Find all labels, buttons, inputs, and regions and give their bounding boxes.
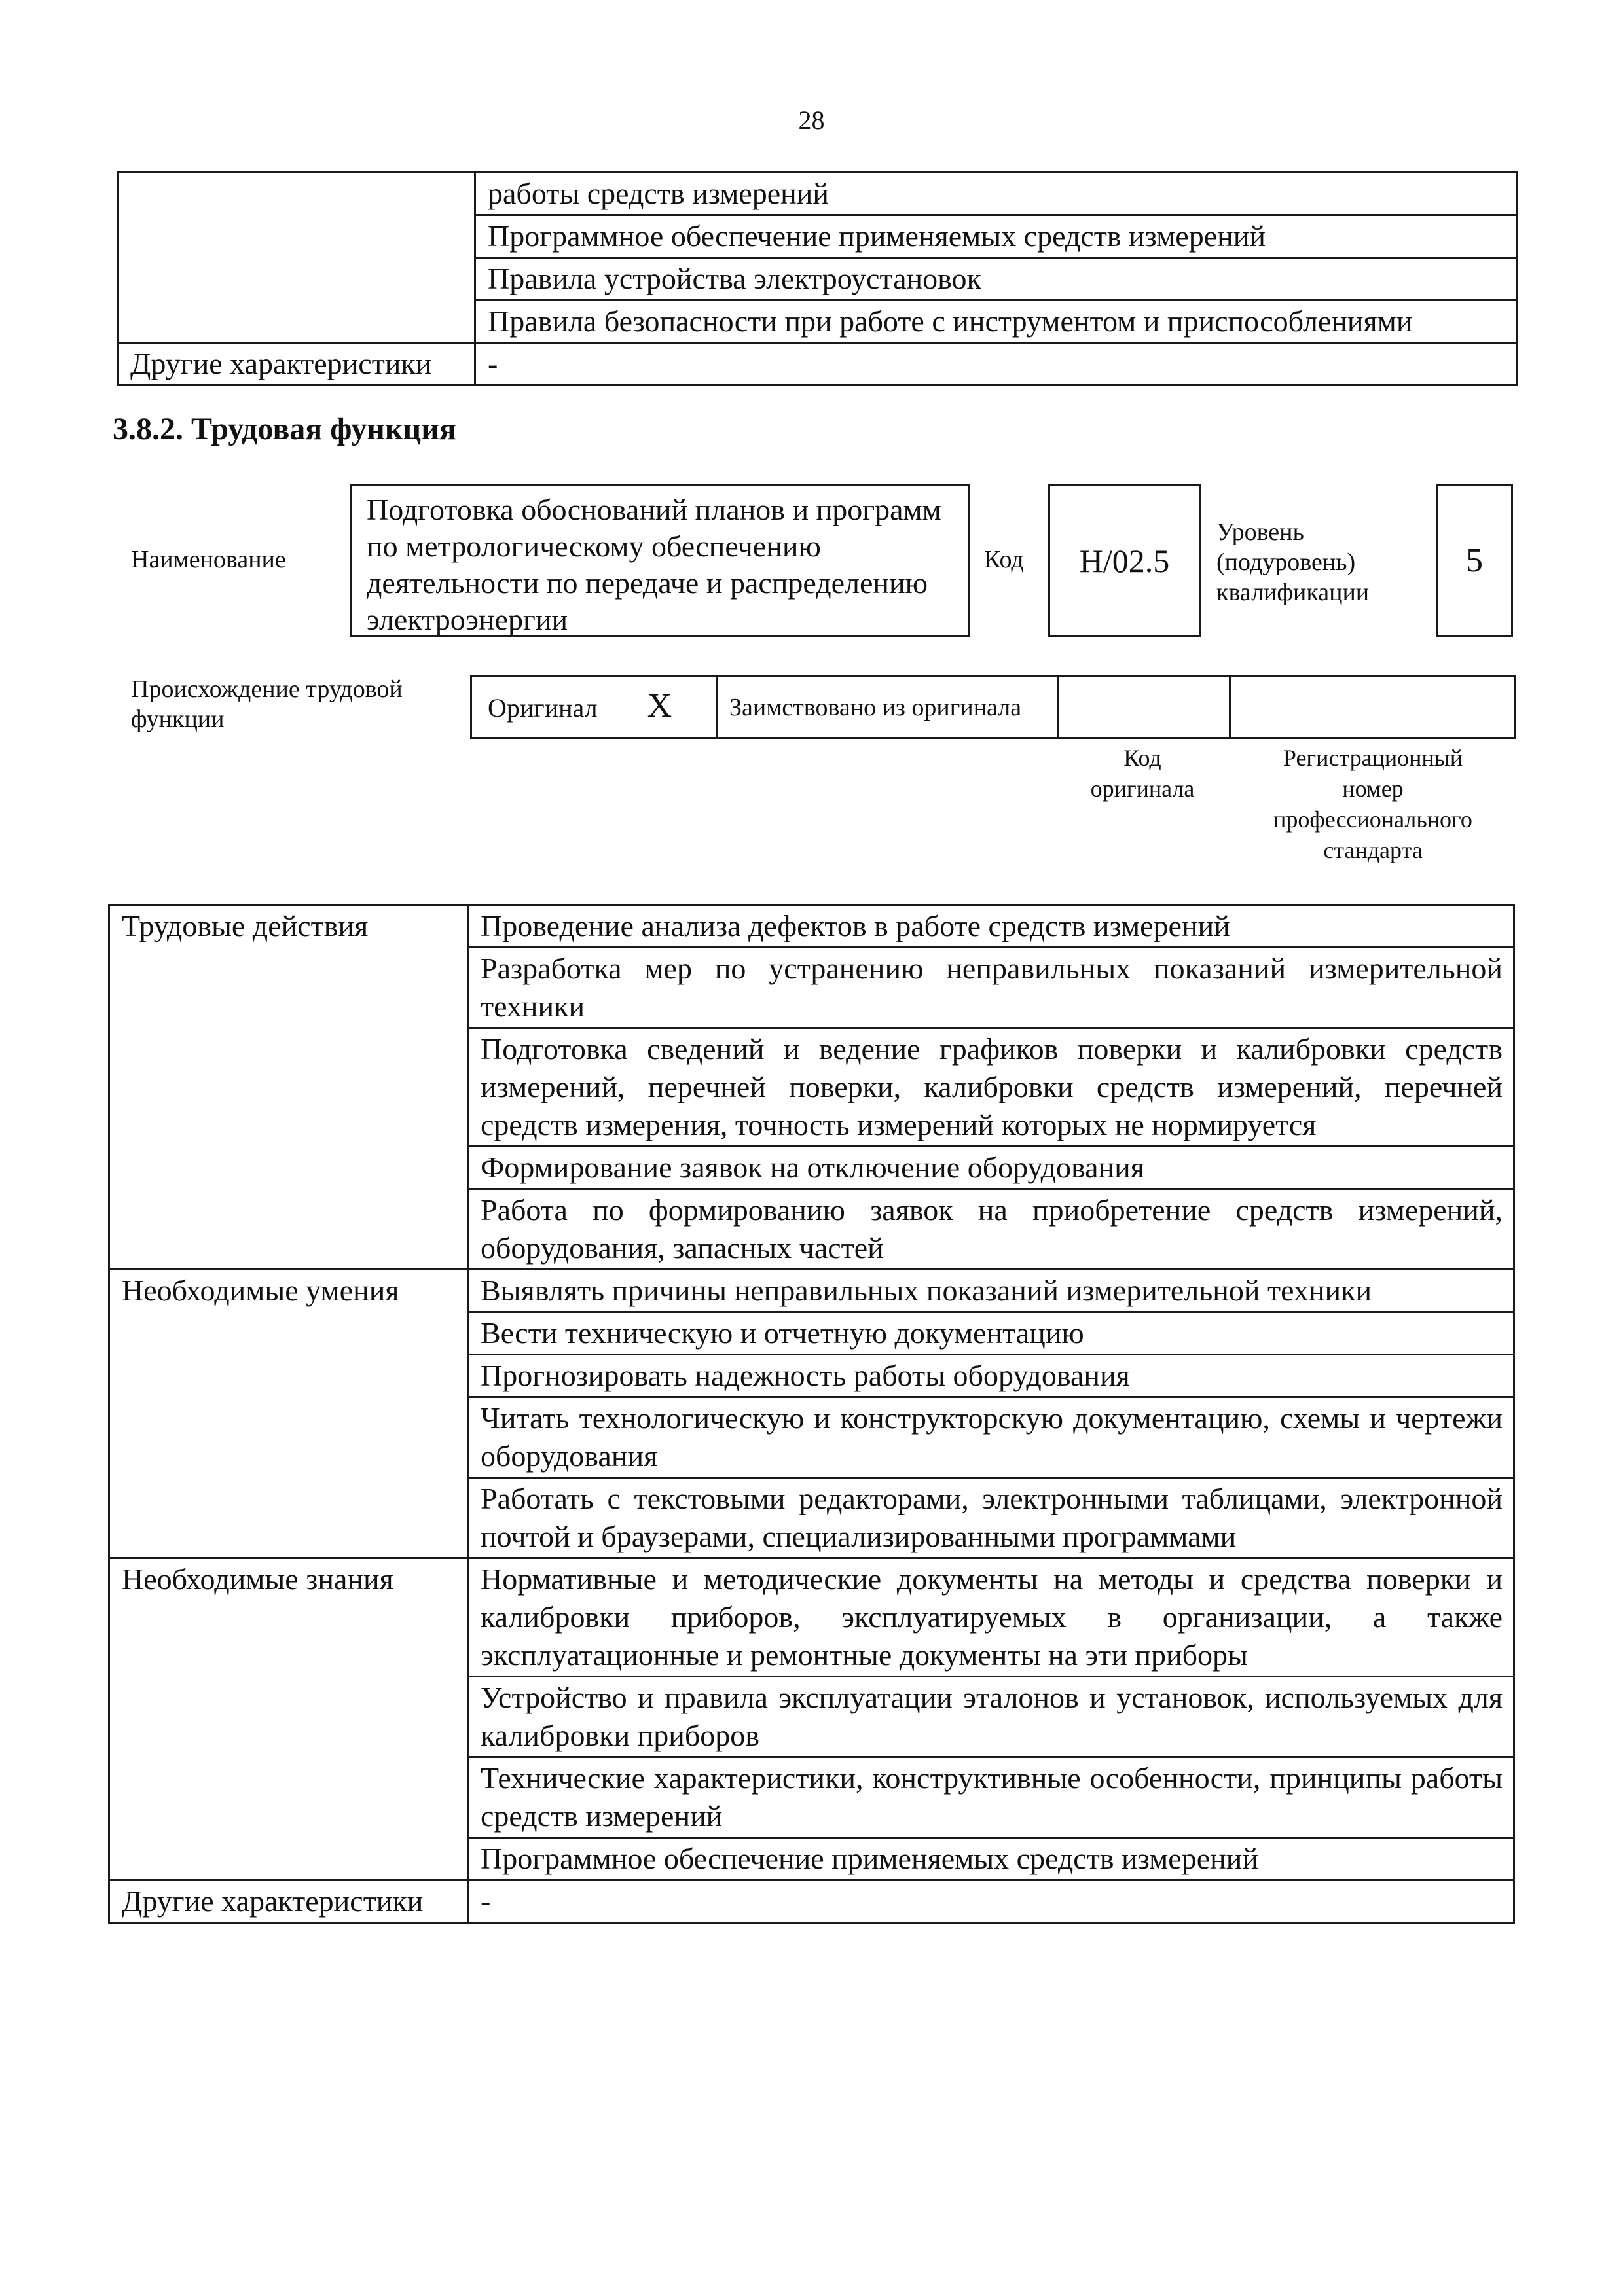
other-characteristics-label: Другие характеристики [109, 1880, 468, 1923]
empty-label-cell [118, 173, 475, 343]
table-row [109, 1558, 1514, 1677]
origin-table [470, 675, 1516, 739]
action-item: Проведение анализа дефектов в работе средств измерений [468, 905, 1514, 948]
action-item: Разработка мер по устранению неправильных показаний измерительной техники [468, 948, 1514, 1028]
skill-item: Вести техническую и отчетную документацию [468, 1312, 1514, 1355]
original-mark: X [647, 687, 672, 725]
table-row [118, 343, 1518, 386]
code-original-caption: Код оригинала [1090, 745, 1195, 802]
section-title: 3.8.2. Трудовая функция [113, 412, 456, 446]
skills-label: Необходимые умения [109, 1270, 468, 1558]
knowledge-label: Необходимые знания [109, 1558, 468, 1880]
origin-label: Происхождение трудовой функции [131, 675, 403, 733]
function-name-box: Подготовка обоснований планов и программ по метрологическому обеспечению деятельности по передаче и распределению электроэнергии [350, 484, 970, 637]
knowledge-item: Правила устройства электроустановок [475, 258, 1518, 300]
code-value-box: Н/02.5 [1048, 484, 1201, 637]
skill-item: Прогнозировать надежность работы оборудования [468, 1355, 1514, 1397]
action-item: Работа по формированию заявок на приобретение средств измерений, оборудования, запасных частей [468, 1189, 1514, 1270]
page-number: 28 [798, 105, 825, 135]
knowledge-item: Технические характеристики, конструктивные особенности, принципы работы средств измерений [468, 1757, 1514, 1838]
table-row [109, 1270, 1514, 1312]
code-label: Код [984, 546, 1024, 573]
name-label: Наименование [131, 546, 286, 573]
skill-item: Работать с текстовыми редакторами, электронными таблицами, электронной почтой и браузерами, специализированными программами [468, 1478, 1514, 1558]
knowledge-item: Программное обеспечение применяемых средств измерений [475, 215, 1518, 258]
knowledge-item: работы средств измерений [475, 173, 1518, 215]
other-characteristics-label: Другие характеристики [118, 343, 475, 386]
knowledge-item: Устройство и правила эксплуатации эталонов и установок, используемых для калибровки приборов [468, 1677, 1514, 1757]
table-row [109, 905, 1514, 948]
borrowed-label: Заимствовано из оригинала [717, 677, 1059, 738]
other-characteristics-value: - [475, 343, 1518, 386]
knowledge-item: Нормативные и методические документы на методы и средства поверки и калибровки приборов, эксплуатируемых в организации, а также эксплуатационные и ремонтные документы на эти приборы [468, 1558, 1514, 1677]
table-row [471, 677, 1516, 738]
knowledge-item: Программное обеспечение применяемых средств измерений [468, 1838, 1514, 1880]
table-row [109, 1880, 1514, 1923]
main-table [108, 904, 1515, 1924]
action-item: Формирование заявок на отключение оборудования [468, 1147, 1514, 1189]
registration-number-cell [1230, 677, 1516, 738]
actions-label: Трудовые действия [109, 905, 468, 1270]
level-label: Уровень (подуровень) квалификации [1216, 518, 1370, 606]
level-value-box: 5 [1436, 484, 1513, 637]
registration-number-caption: Регистрационный номер профессионального стандарта [1273, 745, 1472, 863]
skill-item: Выявлять причины неправильных показаний измерительной техники [468, 1270, 1514, 1312]
skill-item: Читать технологическую и конструкторскую документацию, схемы и чертежи оборудования [468, 1397, 1514, 1478]
original-code-cell [1059, 677, 1230, 738]
knowledge-item: Правила безопасности при работе с инструментом и приспособлениями [475, 300, 1518, 343]
original-cell [471, 677, 717, 738]
table-row [118, 173, 1518, 215]
top-table [117, 171, 1518, 386]
action-item: Подготовка сведений и ведение графиков поверки и калибровки средств измерений, перечней поверки, калибровки средств измерений, перечней средств измерения, точность измерений которых не нормируется [468, 1028, 1514, 1147]
other-characteristics-value: - [468, 1880, 1514, 1923]
original-label: Оригинал [488, 693, 598, 723]
